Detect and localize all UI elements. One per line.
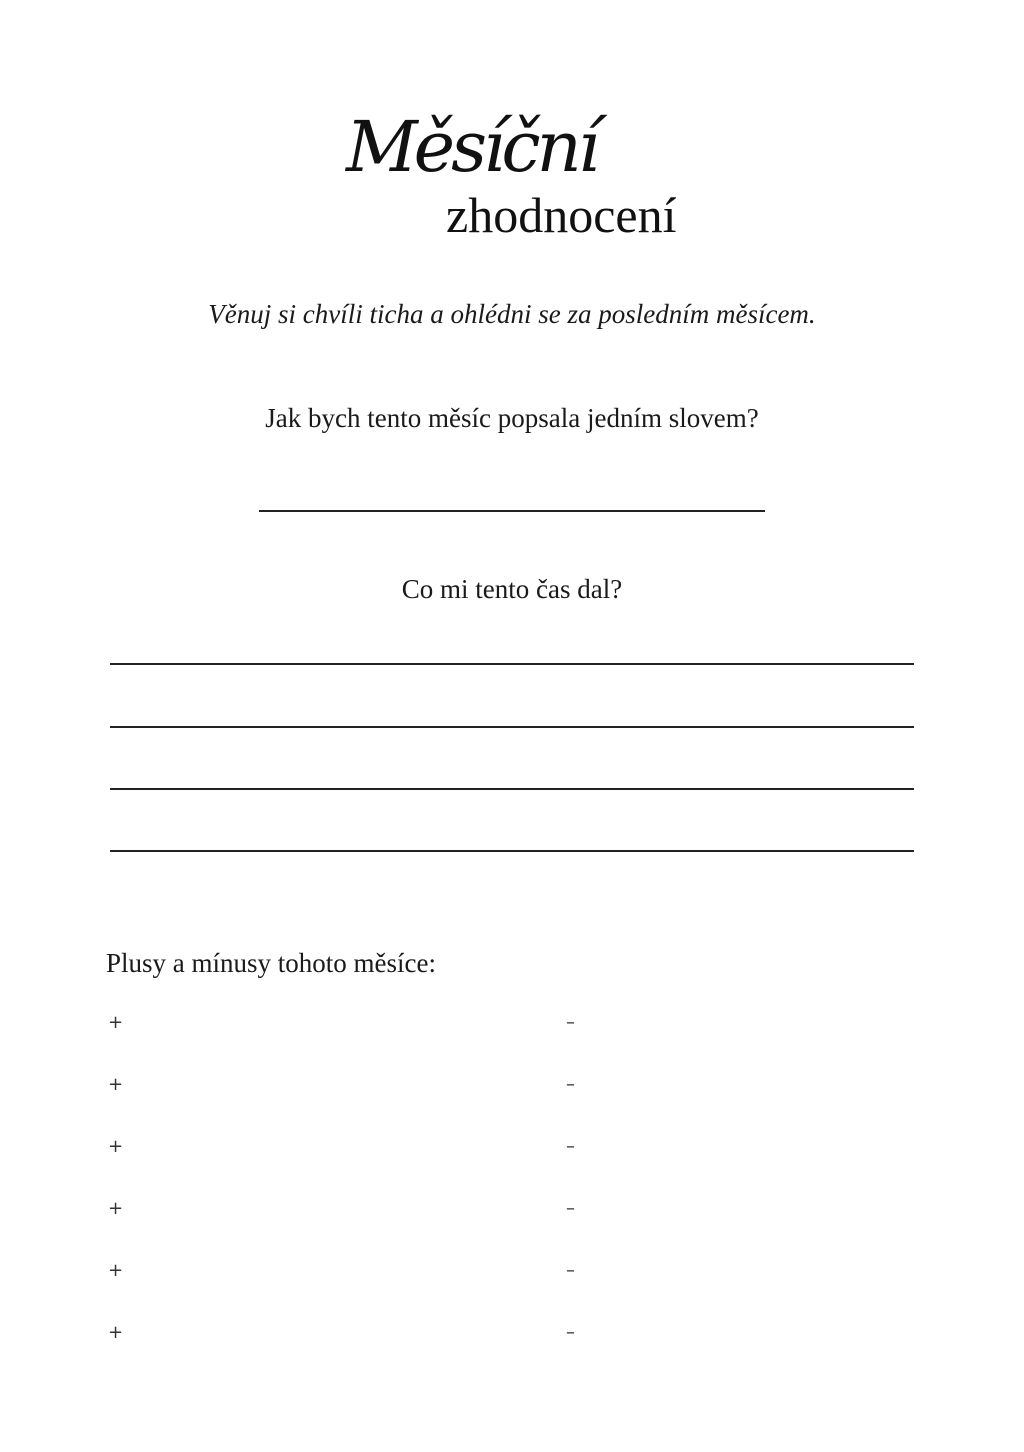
- plus-marker: +: [108, 1198, 124, 1219]
- answer-line-2[interactable]: [110, 726, 914, 728]
- minus-marker: –: [566, 1198, 575, 1219]
- answer-line-4[interactable]: [110, 850, 914, 852]
- answer-line-one-word[interactable]: [259, 510, 765, 512]
- minus-marker: –: [566, 1012, 575, 1033]
- question-what-it-gave: Co mi tento čas dal?: [401, 574, 623, 604]
- minus-marker: –: [566, 1074, 575, 1095]
- page-subtitle: Věnuj si chvíli ticha a ohlédni se za posledním měsícem.: [208, 299, 816, 329]
- answer-line-3[interactable]: [110, 788, 914, 790]
- plus-marker: +: [108, 1074, 124, 1095]
- minus-marker: –: [566, 1322, 575, 1343]
- plus-marker: +: [108, 1260, 124, 1281]
- plus-marker: +: [108, 1136, 124, 1157]
- minus-marker: –: [566, 1260, 575, 1281]
- page-title: Měsíční: [346, 106, 597, 188]
- page-title-sub: zhodnocení: [446, 187, 677, 243]
- answer-line-1[interactable]: [110, 663, 914, 665]
- plus-marker: +: [108, 1322, 124, 1343]
- plus-marker: +: [108, 1012, 124, 1033]
- question-one-word: Jak bych tento měsíc popsala jedním slovem?: [265, 403, 759, 433]
- minus-marker: –: [566, 1136, 575, 1157]
- pros-cons-heading: Plusy a mínusy tohoto měsíce:: [106, 948, 436, 978]
